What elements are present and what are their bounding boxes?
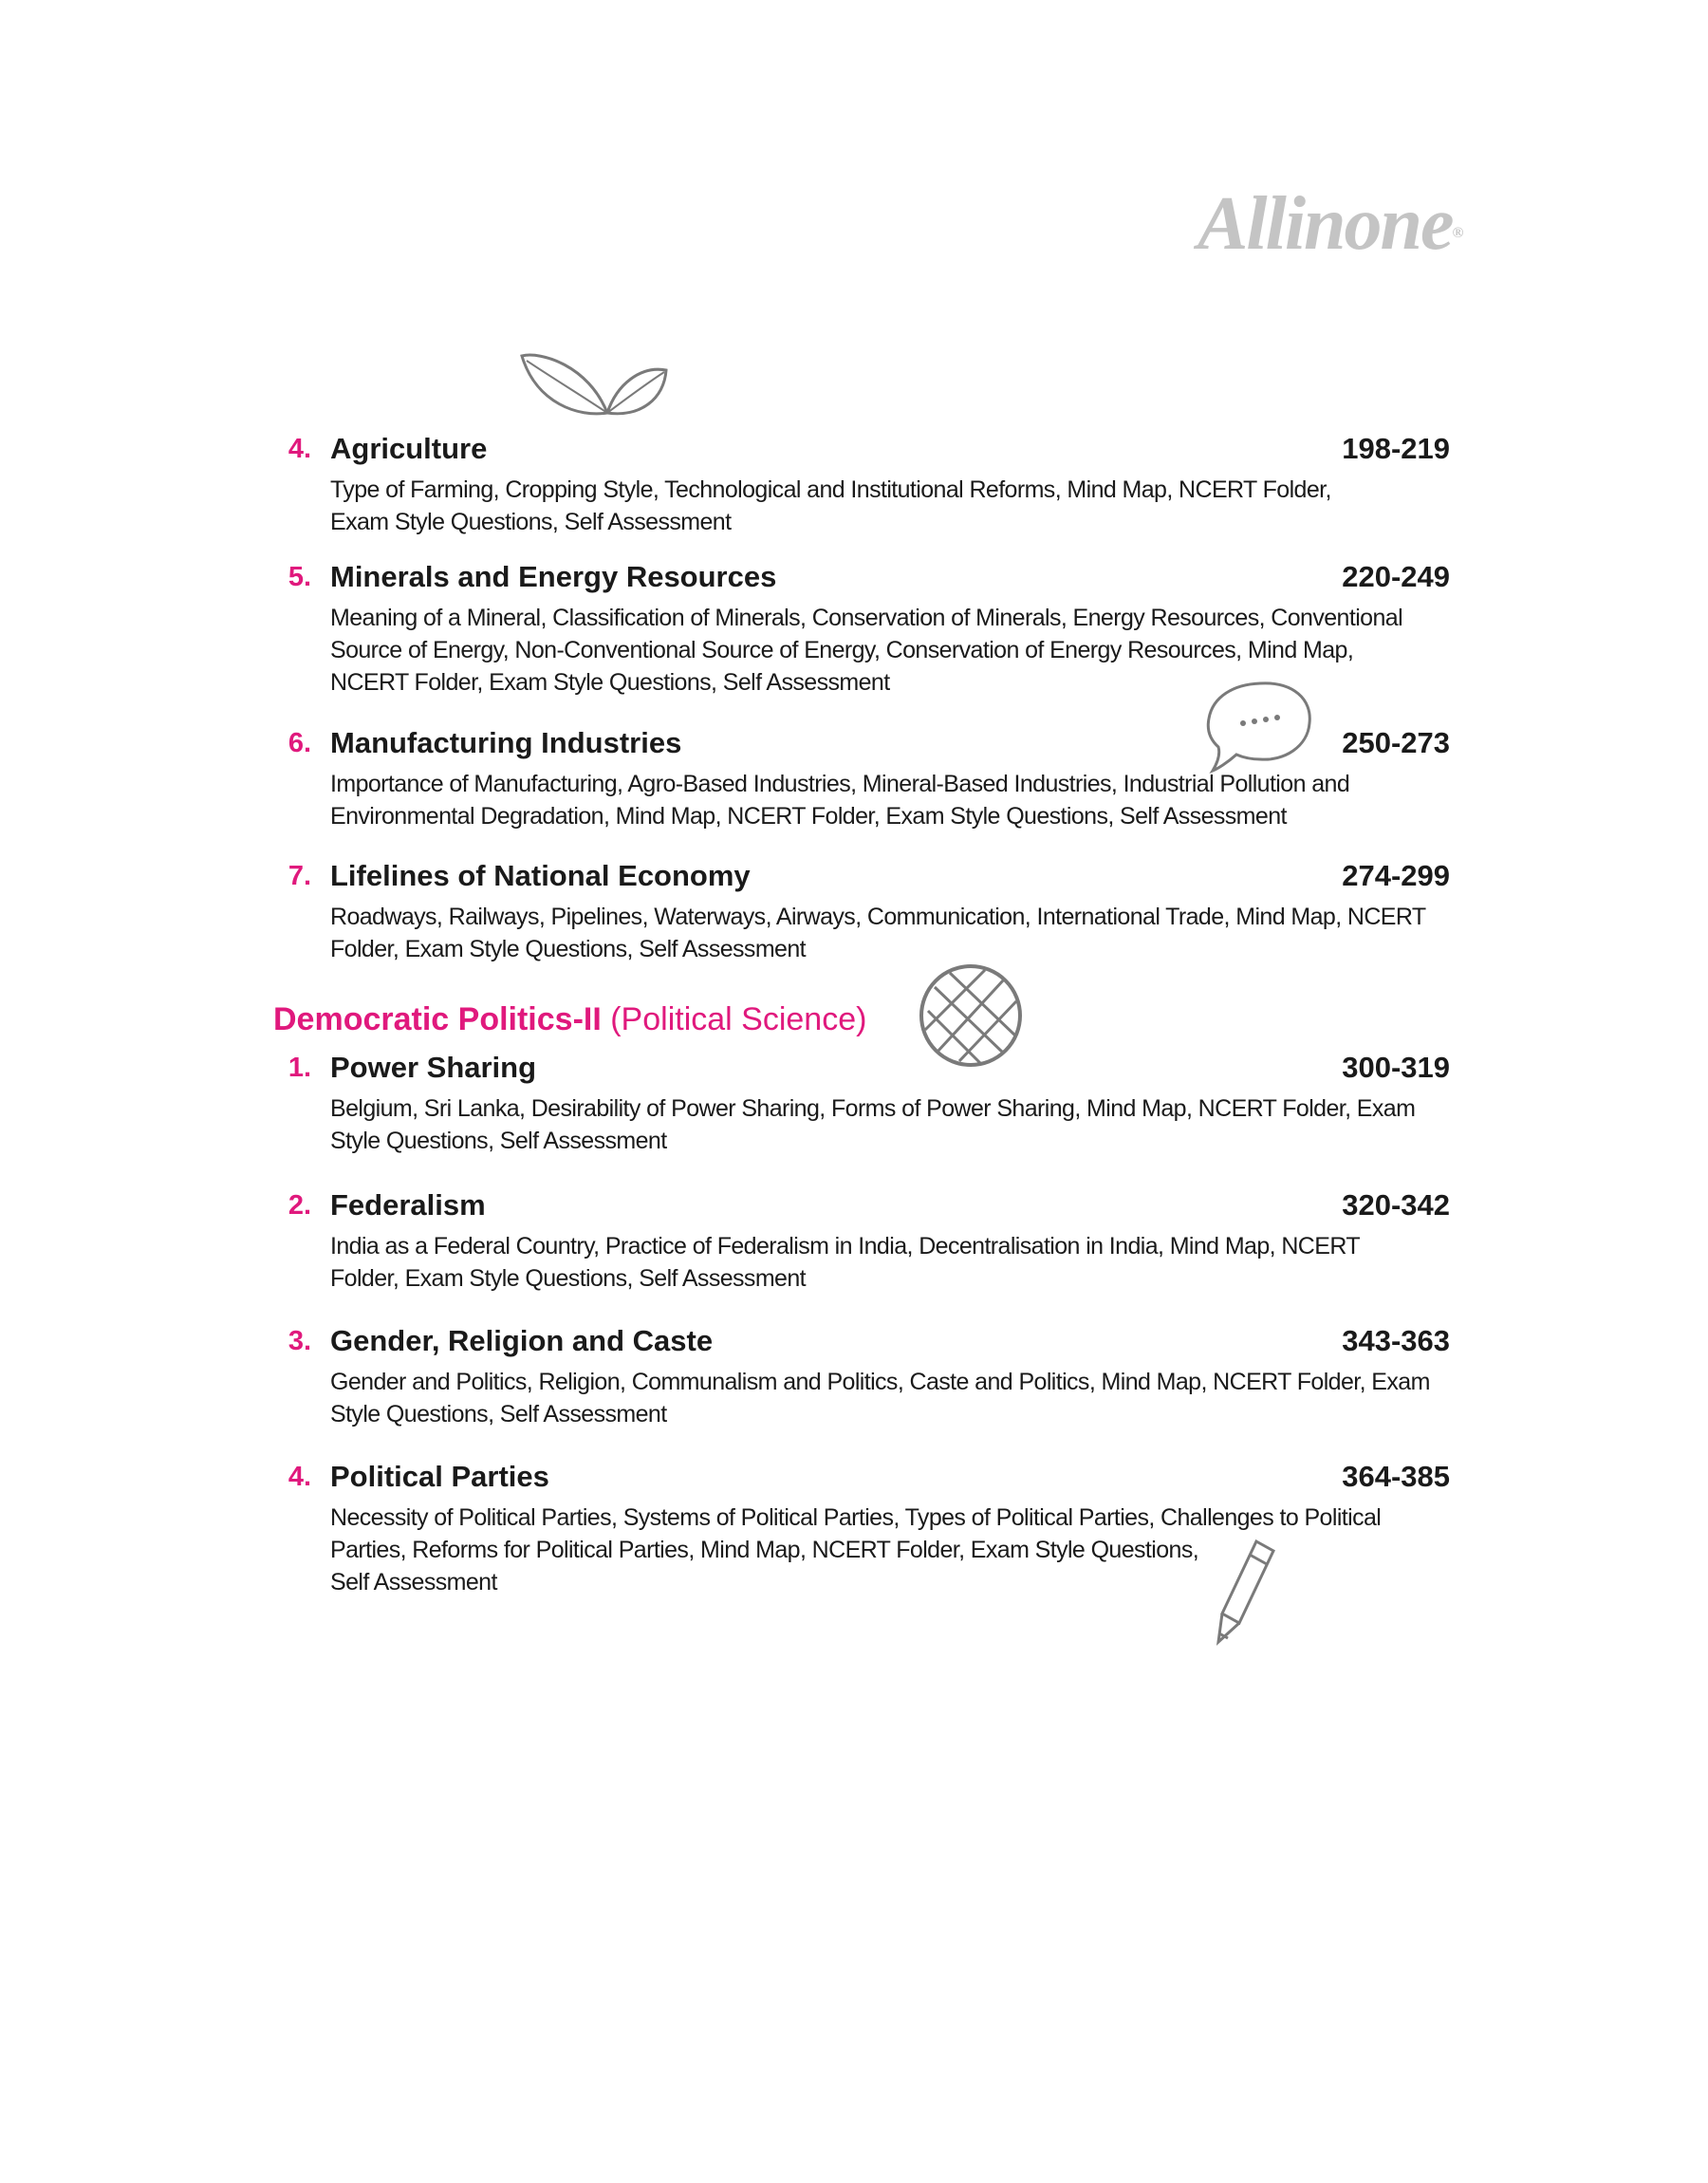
chapter-topics xyxy=(330,1502,1450,1598)
chapter-title: Power Sharing xyxy=(330,1051,537,1084)
page-range: 343-363 xyxy=(1342,1324,1450,1357)
brand-logo xyxy=(1197,182,1549,266)
section-heading xyxy=(273,998,866,1040)
chapter-topics xyxy=(330,474,1450,538)
brand-logo-text: Allinone xyxy=(1197,182,1453,266)
page-range: 250-273 xyxy=(1342,726,1450,759)
toc-entry-gender-religion-caste[interactable] xyxy=(273,1322,1450,1430)
page-range: 220-249 xyxy=(1342,560,1450,593)
topics-line: Necessity of Political Parties, Systems of Political Parties, Types of Political Parties, Challenges to Political xyxy=(330,1504,1382,1531)
chapter-number: 3. xyxy=(288,1326,311,1356)
toc-entry-lifelines[interactable] xyxy=(273,857,1450,965)
chapter-number: 4. xyxy=(288,1462,311,1492)
toc-entry-power-sharing[interactable] xyxy=(273,1049,1450,1157)
topics-line: India as a Federal Country, Practice of Federalism in India, Decentralisation in India, Mind Map, NCERT xyxy=(330,1233,1361,1259)
topics-line: Style Questions, Self Assessment xyxy=(330,1401,667,1427)
topics-line: Roadways, Railways, Pipelines, Waterways, Airways, Communication, International Trade, Mind Map, NCERT xyxy=(330,904,1426,930)
topics-line: Folder, Exam Style Questions, Self Assessment xyxy=(330,1265,807,1292)
toc-entry-minerals[interactable] xyxy=(273,558,1450,699)
chapter-topics xyxy=(330,602,1450,699)
topics-line: Importance of Manufacturing, Agro-Based Industries, Mineral-Based Industries, Industrial Pollution and xyxy=(330,771,1350,797)
chapter-topics xyxy=(330,1092,1450,1157)
topics-line: NCERT Folder, Exam Style Questions, Self Assessment xyxy=(330,669,890,696)
chapter-number: 1. xyxy=(288,1053,311,1083)
toc-entry-political-parties[interactable] xyxy=(273,1458,1450,1598)
toc-entry-federalism[interactable] xyxy=(273,1186,1450,1295)
page-range: 364-385 xyxy=(1342,1460,1450,1493)
page-range: 300-319 xyxy=(1342,1051,1450,1084)
section-subtitle: (Political Science) xyxy=(610,1001,867,1037)
chapter-title: Manufacturing Industries xyxy=(330,726,682,759)
chapter-number: 7. xyxy=(288,861,311,891)
chapter-number: 6. xyxy=(288,728,311,758)
toc-entry-agriculture[interactable] xyxy=(273,430,1450,538)
topics-line: Environmental Degradation, Mind Map, NCERT Folder, Exam Style Questions, Self Assessment xyxy=(330,803,1287,830)
topics-line: Gender and Politics, Religion, Communalism and Politics, Caste and Politics, Mind Map, NCERT Folder, Exam xyxy=(330,1369,1430,1395)
chapter-topics xyxy=(330,1230,1450,1295)
chapter-topics xyxy=(330,1366,1450,1430)
leaves-icon xyxy=(512,346,674,432)
topics-line: Parties, Reforms for Political Parties, Mind Map, NCERT Folder, Exam Style Questions, xyxy=(330,1537,1199,1563)
chapter-title: Political Parties xyxy=(330,1460,549,1493)
topics-line: Folder, Exam Style Questions, Self Assessment xyxy=(330,936,807,962)
chapter-topics xyxy=(330,768,1450,832)
chapter-title: Lifelines of National Economy xyxy=(330,859,751,892)
registered-mark: ® xyxy=(1452,225,1462,241)
toc-entry-manufacturing[interactable] xyxy=(273,724,1450,832)
topics-line: Source of Energy, Non-Conventional Source of Energy, Conservation of Energy Resources, Mind Map, xyxy=(330,637,1354,663)
topics-line: Type of Farming, Cropping Style, Technological and Institutional Reforms, Mind Map, NCERT Folder, xyxy=(330,476,1331,503)
page-range: 198-219 xyxy=(1342,432,1450,465)
chapter-number: 4. xyxy=(288,434,311,464)
topics-line: Style Questions, Self Assessment xyxy=(330,1128,667,1154)
topics-line: Exam Style Questions, Self Assessment xyxy=(330,509,732,535)
chapter-title: Federalism xyxy=(330,1188,486,1222)
chapter-title: Agriculture xyxy=(330,432,488,465)
chapter-number: 5. xyxy=(288,562,311,592)
topics-line: Belgium, Sri Lanka, Desirability of Power Sharing, Forms of Power Sharing, Mind Map, NCERT Folder, Exam xyxy=(330,1095,1416,1122)
topics-line: Self Assessment xyxy=(330,1569,497,1595)
section-title: Democratic Politics-II xyxy=(273,1001,602,1037)
chapter-topics xyxy=(330,901,1450,965)
chapter-title: Minerals and Energy Resources xyxy=(330,560,777,593)
page-range: 320-342 xyxy=(1342,1188,1450,1222)
chapter-number: 2. xyxy=(288,1190,311,1221)
chapter-title: Gender, Religion and Caste xyxy=(330,1324,714,1357)
page-range: 274-299 xyxy=(1342,859,1450,892)
topics-line: Meaning of a Mineral, Classification of Minerals, Conservation of Minerals, Energy Resources, Conventional xyxy=(330,605,1403,631)
